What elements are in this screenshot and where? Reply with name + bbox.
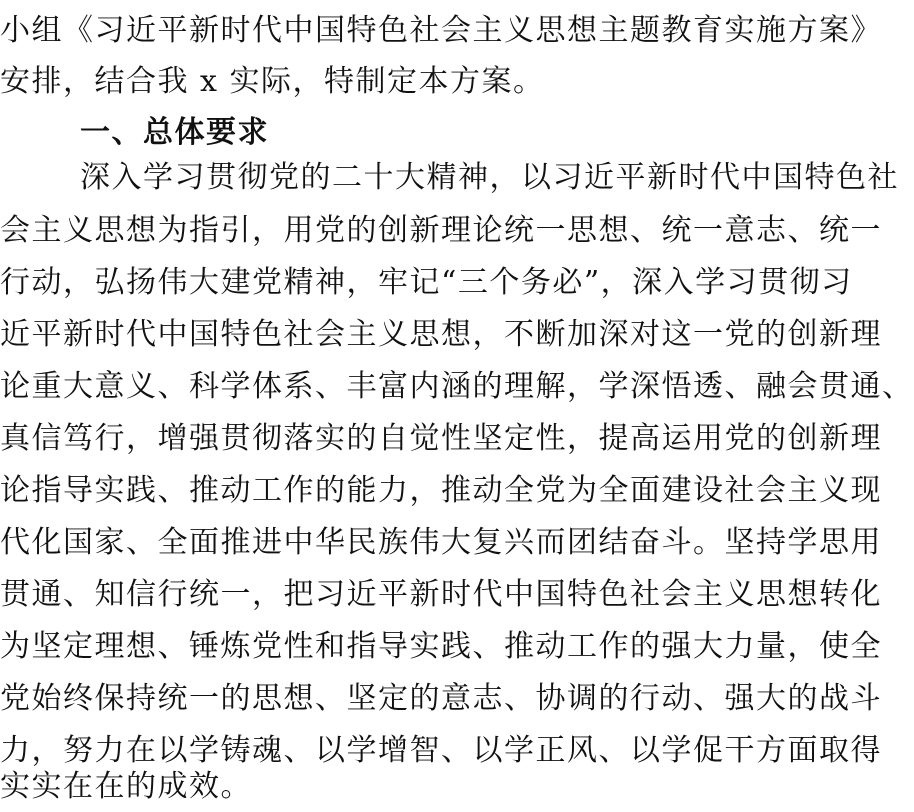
text-line: 深入学习贯彻党的二十大精神，以习近平新时代中国特色社	[80, 160, 899, 195]
text-line: 行动，弘扬伟大建党精神，牢记“三个务必”，深入学习贯彻习	[0, 265, 853, 300]
text-line: 论重大意义、科学体系、丰富内涵的理解，学深悟透、融会贯通、	[0, 369, 914, 404]
text-line: 会主义思想为指引，用党的创新理论统一思想、统一意志、统一	[0, 213, 882, 248]
text-line: 贯通、知信行统一，把习近平新时代中国特色社会主义思想转化	[0, 577, 882, 612]
text-line: 近平新时代中国特色社会主义思想，不断加深对这一党的创新理	[0, 317, 882, 352]
text-line: 党始终保持统一的思想、坚定的意志、协调的行动、强大的战斗	[0, 681, 882, 716]
text-line: 小组《习近平新时代中国特色社会主义思想主题教育实施方案》	[0, 13, 882, 48]
text-line: 代化国家、全面推进中华民族伟大复兴而团结奋斗。坚持学思用	[0, 525, 882, 560]
text-line: 论指导实践、推动工作的能力，推动全党为全面建设社会主义现	[0, 473, 882, 508]
text-line: 安排，结合我 x 实际，特制定本方案。	[0, 64, 545, 99]
text-line: 力，努力在以学铸魂、以学增智、以学正风、以学促干方面取得	[0, 733, 882, 768]
text-line: 实实在在的成效。	[0, 769, 252, 804]
text-line: 为坚定理想、锤炼党性和指导实践、推动工作的强大力量，使全	[0, 629, 882, 664]
text-line: 真信笃行，增强贯彻落实的自觉性坚定性，提高运用党的创新理	[0, 421, 882, 456]
section-heading: 一、总体要求	[80, 115, 269, 150]
